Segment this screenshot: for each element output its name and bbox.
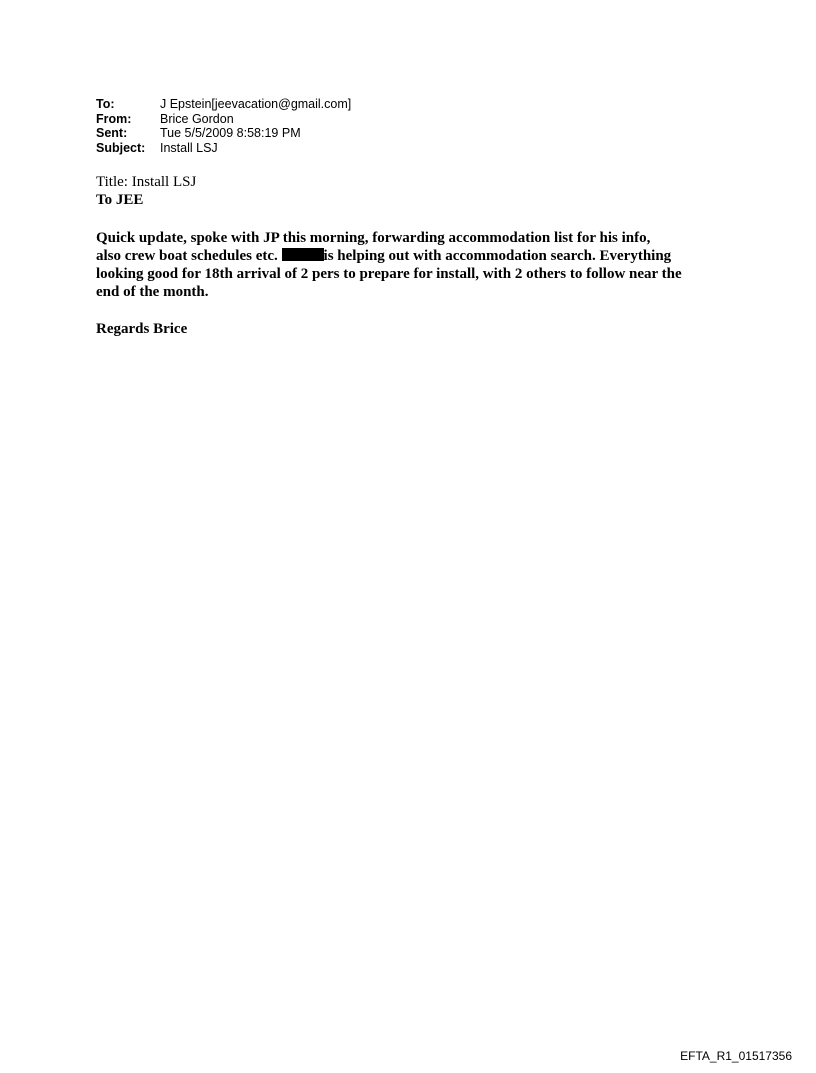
subject-row [96, 141, 351, 156]
message-line-4: end of the month. [96, 284, 209, 300]
message-line-2-start: also crew boat schedules etc. [96, 248, 282, 264]
from-value: Brice Gordon [160, 111, 234, 126]
message-line-2 [96, 247, 736, 265]
to-row [96, 97, 351, 112]
message-title: Title: Install LSJ [96, 174, 197, 190]
from-label: From: [96, 111, 132, 126]
message-line-1: Quick update, spoke with JP this morning, forwarding accommodation list for his info, [96, 230, 651, 246]
subject-label: Subject: [96, 140, 146, 155]
message-line-3: looking good for 18th arrival of 2 pers to prepare for install, with 2 others to follow near the [96, 266, 682, 282]
to-value: J Epstein[jeevacation@gmail.com] [160, 97, 352, 111]
to-label: To: [96, 97, 115, 111]
message-body [96, 229, 736, 301]
subject-value: Install LSJ [160, 140, 218, 155]
document-id: EFTA_R1_01517356 [680, 1049, 792, 1063]
signoff: Regards Brice [96, 321, 188, 337]
redaction-block [282, 248, 324, 261]
email-header [96, 97, 351, 155]
sent-label: Sent: [96, 126, 128, 140]
sent-value: Tue 5/5/2009 8:58:19 PM [160, 126, 301, 140]
sent-row [96, 126, 351, 141]
message-recipient-line: To JEE [96, 192, 144, 208]
message-line-2-end: is helping out with accommodation search. Everything [323, 248, 672, 264]
from-row [96, 112, 351, 127]
